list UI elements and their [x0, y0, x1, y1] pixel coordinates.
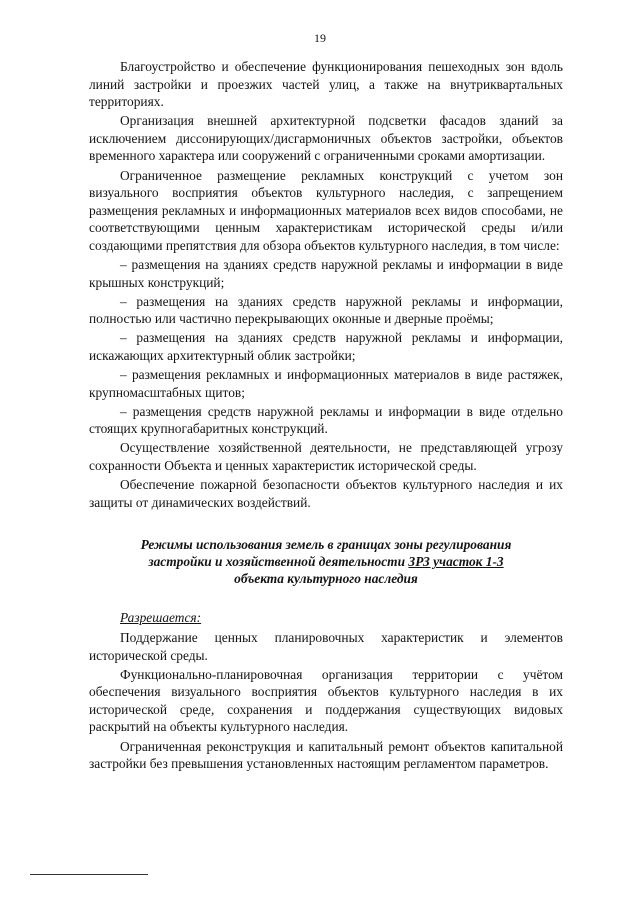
- paragraph: Функционально-планировочная организация территории с учётом обеспечения визуального восприятия объектов культурного наследия в их исторической среде, сохранения и поддержания существующих видовых раскрытий на объекты культурного наследия.: [89, 666, 563, 735]
- heading-line: объекта культурного наследия: [234, 571, 418, 587]
- list-item: – размещения рекламных и информационных материалов в виде растяжек, крупномасштабных щитов;: [89, 367, 563, 400]
- zone-label: ЗРЗ участок 1-3: [408, 554, 504, 570]
- footer-divider: [30, 874, 148, 875]
- heading-line: Режимы использования земель в границах зоны регулирования: [140, 537, 512, 553]
- list-item: – размещения на зданиях средств наружной рекламы и информации, полностью или частично перекрывающих оконные и дверные проёмы;: [89, 293, 563, 327]
- paragraph: Поддержание ценных планировочных характеристик и элементов исторической среды.: [89, 629, 563, 663]
- paragraph: Осуществление хозяйственной деятельности, не представляющей угрозу сохранности Объекта и ценных характеристик исторической среды.: [89, 440, 563, 474]
- paragraph: Благоустройство и обеспечение функционирования пешеходных зон вдоль линий застройки и проезжих частей улиц, а также на внутриквартальных территориях.: [89, 59, 563, 110]
- list-item: – размещения на зданиях средств наружной рекламы и информации, искажающих архитектурный облик застройки;: [89, 330, 563, 363]
- paragraph: Обеспечение пожарной безопасности объектов культурного наследия и их защиты от динамических воздействий.: [89, 477, 563, 510]
- paragraph: Ограниченное размещение рекламных конструкций с учетом зон визуального восприятия объектов культурного наследия, с запрещением размещения рекламных и информационных материалов всех видов способами, не соответствующими ценным характеристикам исторической среды и/или создающими препятствия для обзора объектов культурного наследия, в том числе:: [89, 167, 563, 253]
- paragraph: Ограниченная реконструкция и капитальный ремонт объектов капитальной застройки без превышения установленных настоящим регламентом параметров.: [89, 738, 563, 772]
- page-number: 19: [314, 31, 326, 45]
- section-heading: [89, 536, 563, 587]
- heading-text: застройки и хозяйственной деятельности: [148, 554, 409, 570]
- list-item: – размещения средств наружной рекламы и информации в виде отдельно стоящих крупногабаритных конструкций.: [89, 403, 563, 437]
- list-item: – размещения на зданиях средств наружной рекламы и информации в виде крышных конструкций;: [89, 257, 563, 290]
- allowed-label: Разрешается:: [120, 610, 202, 626]
- document-body: [89, 58, 563, 774]
- paragraph: Организация внешней архитектурной подсветки фасадов зданий за исключением диссонирующих/дисгармоничных объектов застройки, объектов временного характера или сооружений с ограниченными сроками амортизации.: [89, 113, 563, 164]
- heading-line: [89, 553, 563, 570]
